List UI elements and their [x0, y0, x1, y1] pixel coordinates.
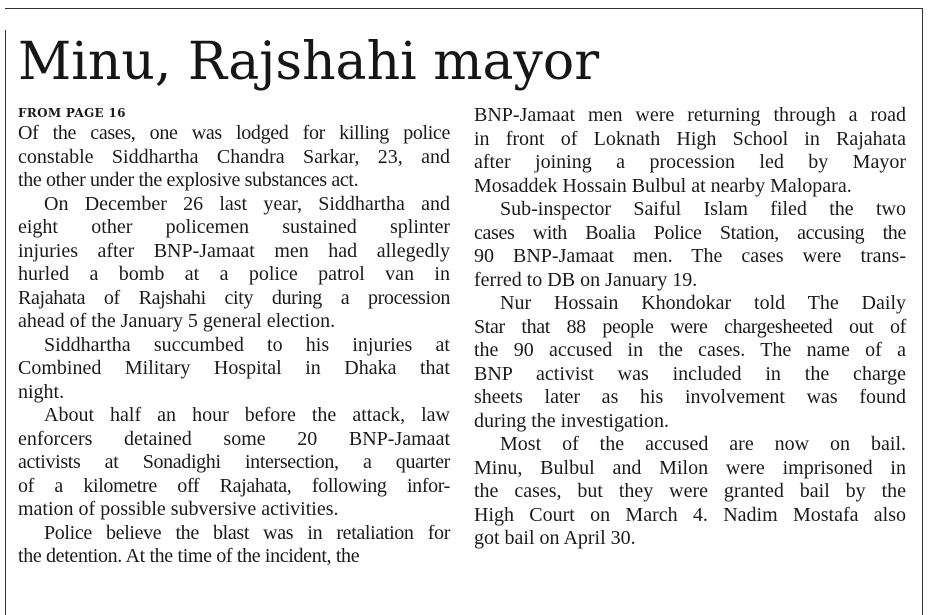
paragraph — [474, 198, 906, 292]
paragraph-line: during the investigation. — [474, 409, 669, 432]
paragraph-line: sheets later as his involvement was found — [474, 386, 906, 408]
paragraph — [474, 292, 906, 433]
paragraph — [18, 404, 450, 522]
paragraph-line: Sub-inspector Saiful Islam filed the two — [500, 198, 906, 220]
paragraph-line: BNP activist was included in the charge — [474, 362, 906, 385]
paragraph-line: 90 BNP-Jamaat men. The cases were trans- — [474, 245, 906, 267]
right-rule — [922, 8, 923, 615]
paragraph-line: night. — [18, 380, 65, 403]
paragraph-line: activists at Sonadighi intersection, a quarter — [18, 451, 450, 473]
paragraph — [18, 334, 450, 405]
paragraph-line: Of the cases, one was lodged for killing police — [18, 122, 450, 144]
paragraph-line: after joining a procession led by Mayor — [474, 151, 906, 173]
right-column-body — [474, 104, 906, 551]
paragraph-line: injuries after BNP-Jamaat men had allegedly — [18, 239, 450, 262]
paragraph-line: Combined Military Hospital in Dhaka that — [18, 357, 450, 379]
right-column — [474, 104, 906, 551]
paragraph-line: enforcers detained some 20 BNP-Jamaat — [18, 427, 450, 450]
paragraph-line: Rajahata of Rajshahi city during a procession — [18, 286, 450, 309]
top-rule — [5, 8, 923, 9]
paragraph-line: On December 26 last year, Siddhartha and — [44, 192, 450, 215]
paragraph-line: High Court on March 4. Nadim Mostafa also — [474, 503, 906, 526]
paragraph — [474, 433, 906, 551]
left-rule — [5, 30, 6, 615]
paragraph-line: eight other policemen sustained splinter — [18, 216, 450, 238]
continuation-kicker: FROM PAGE 16 — [18, 106, 126, 120]
headline: Minu, Rajshahi mayor — [18, 32, 600, 92]
paragraph-line: Nur Hossain Khondokar told The Daily — [500, 292, 906, 314]
paragraph-line: BNP-Jamaat men were returning through a road — [474, 104, 906, 126]
paragraph-line: Mosaddek Hossain Bulbul at nearby Malopara. — [474, 174, 852, 197]
paragraph-line: Police believe the blast was in retaliation for — [44, 521, 450, 544]
paragraph-line: constable Siddhartha Chandra Sarkar, 23, and — [18, 145, 450, 168]
paragraph — [18, 193, 450, 334]
left-column — [18, 104, 450, 569]
paragraph — [474, 104, 906, 198]
paragraph-line: of a kilometre off Rajahata, following infor- — [18, 474, 450, 497]
paragraph — [18, 522, 450, 569]
paragraph — [18, 122, 450, 193]
paragraph-line: Minu, Bulbul and Milon were imprisoned in — [474, 456, 906, 479]
paragraph-line: Star that 88 people were chargesheeted out of — [474, 315, 906, 338]
paragraph-line: About half an hour before the attack, law — [44, 404, 450, 426]
paragraph-line: Most of the accused are now on bail. — [500, 433, 906, 455]
paragraph-line: mation of possible subversive activities. — [18, 498, 339, 520]
paragraph-line: Siddhartha succumbed to his injuries at — [44, 333, 450, 356]
paragraph-line: ahead of the January 5 general election. — [18, 310, 336, 332]
paragraph-line: in front of Loknath High School in Rajahata — [474, 127, 906, 150]
paragraph-line: the cases, but they were granted bail by the — [474, 480, 906, 502]
paragraph-line: the detention. At the time of the incident, the — [18, 545, 360, 567]
paragraph-line: the 90 accused in the cases. The name of a — [474, 339, 906, 361]
paragraph-line: hurled a bomb at a police patrol van in — [18, 263, 450, 285]
paragraph-line: got bail on April 30. — [474, 527, 636, 549]
paragraph-line: the other under the explosive substances act. — [18, 169, 359, 191]
paragraph-line: ferred to DB on January 19. — [474, 268, 698, 291]
left-column-body — [18, 122, 450, 569]
paragraph-line: cases with Boalia Police Station, accusing the — [474, 221, 906, 244]
